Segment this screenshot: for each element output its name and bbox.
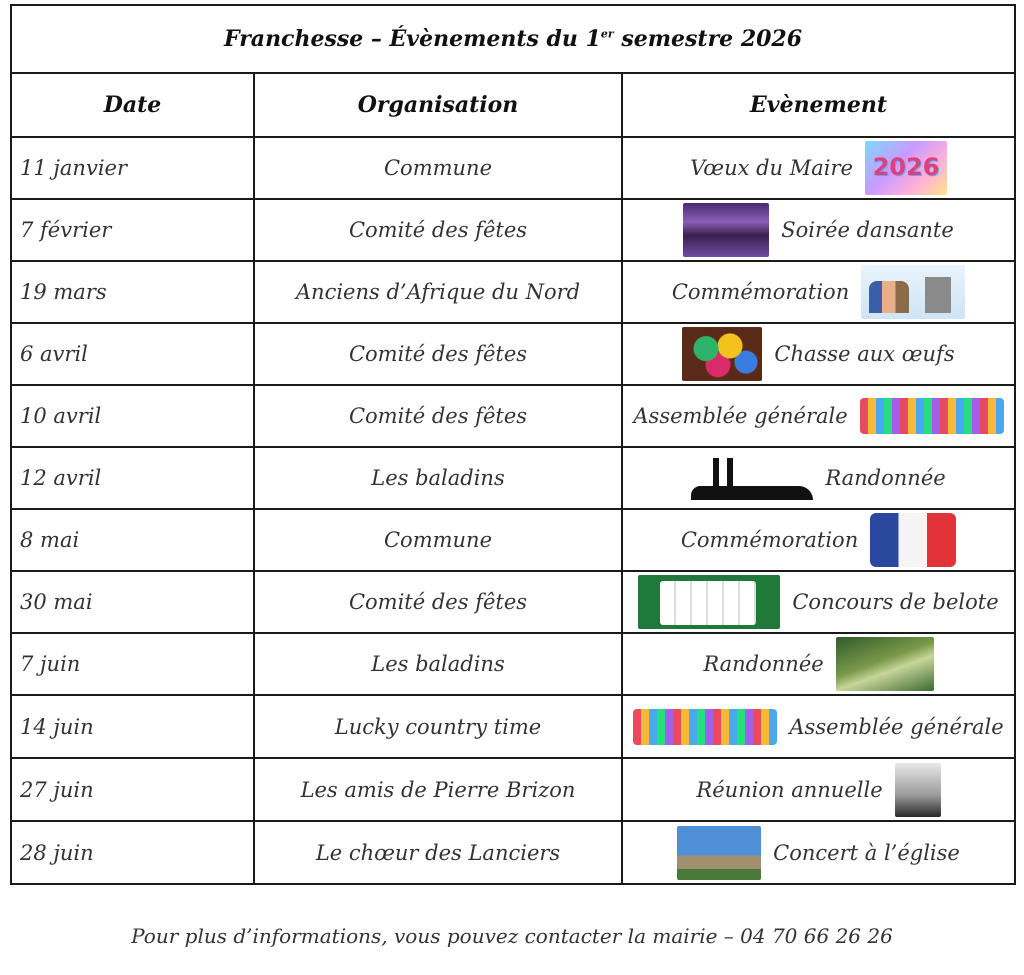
- table-row: [11, 633, 1015, 695]
- header-row: [11, 73, 1015, 137]
- event-label: Concours de belote: [792, 590, 999, 614]
- date-cell: 7 juin: [11, 633, 254, 695]
- event-cell: [622, 821, 1015, 884]
- event-label: Vœux du Maire: [690, 156, 853, 180]
- event-cell: [622, 509, 1015, 571]
- organisation-cell: Commune: [254, 509, 622, 571]
- events-table-container: [10, 4, 1014, 885]
- date-cell: 8 mai: [11, 509, 254, 571]
- organisation-cell: Les baladins: [254, 633, 622, 695]
- date-cell: 14 juin: [11, 695, 254, 758]
- organisation-cell: Comité des fêtes: [254, 571, 622, 633]
- event-label: Chasse aux œufs: [774, 342, 955, 366]
- hikers-silhouette-image: [691, 454, 813, 502]
- page-title: [11, 5, 1015, 73]
- event-cell: [622, 385, 1015, 447]
- church-image: [677, 826, 761, 880]
- date-cell: 28 juin: [11, 821, 254, 884]
- event-label: Randonnée: [825, 466, 946, 490]
- header-event: Evènement: [622, 73, 1015, 137]
- organisation-cell: Lucky country time: [254, 695, 622, 758]
- table-row: [11, 571, 1015, 633]
- french-flag-image: [870, 513, 956, 567]
- date-cell: 27 juin: [11, 758, 254, 821]
- table-row: [11, 447, 1015, 509]
- organisation-cell: Comité des fêtes: [254, 385, 622, 447]
- header-date: Date: [11, 73, 254, 137]
- table-row: [11, 199, 1015, 261]
- table-row: [11, 261, 1015, 323]
- date-cell: 7 février: [11, 199, 254, 261]
- image-year-text: 2026: [872, 153, 940, 181]
- title-suffix: semestre 2026: [613, 26, 803, 52]
- table-row: [11, 323, 1015, 385]
- table-row: [11, 695, 1015, 758]
- header-organisation: Organisation: [254, 73, 622, 137]
- table-row: [11, 137, 1015, 199]
- event-cell: [622, 758, 1015, 821]
- title-row: [11, 5, 1015, 73]
- organisation-cell: Commune: [254, 137, 622, 199]
- event-cell: [622, 199, 1015, 261]
- table-row: [11, 758, 1015, 821]
- events-table: [10, 4, 1016, 885]
- new-year-2026-image: [865, 141, 947, 195]
- event-label: Assemblée générale: [789, 714, 1004, 739]
- event-label: Assemblée générale: [633, 404, 848, 428]
- event-label: Concert à l’église: [773, 840, 960, 865]
- dance-party-image: [683, 203, 769, 257]
- commemoration-image: [861, 265, 965, 319]
- portrait-image: [895, 763, 941, 817]
- date-cell: 19 mars: [11, 261, 254, 323]
- crowd-hands-image: [633, 709, 777, 745]
- easter-eggs-image: [682, 327, 762, 381]
- title-sup: er: [600, 27, 614, 41]
- organisation-cell: Le chœur des Lanciers: [254, 821, 622, 884]
- table-row: [11, 821, 1015, 884]
- event-label: Commémoration: [671, 280, 850, 304]
- event-label: Randonnée: [703, 652, 824, 676]
- event-cell: [622, 323, 1015, 385]
- table-row: [11, 509, 1015, 571]
- event-cell: [622, 137, 1015, 199]
- date-cell: 10 avril: [11, 385, 254, 447]
- table-row: [11, 385, 1015, 447]
- crowd-hands-image: [860, 398, 1004, 434]
- event-cell: [622, 571, 1015, 633]
- event-cell: [622, 261, 1015, 323]
- date-cell: 6 avril: [11, 323, 254, 385]
- organisation-cell: Les amis de Pierre Brizon: [254, 758, 622, 821]
- event-cell: [622, 695, 1015, 758]
- date-cell: 11 janvier: [11, 137, 254, 199]
- organisation-cell: Comité des fêtes: [254, 323, 622, 385]
- playing-cards-image: [638, 575, 780, 629]
- forest-image: [836, 637, 934, 691]
- event-label: Soirée dansante: [781, 218, 954, 242]
- event-label: Commémoration: [680, 528, 859, 552]
- title-prefix: Franchesse – Évènements du 1: [223, 26, 601, 52]
- organisation-cell: Comité des fêtes: [254, 199, 622, 261]
- footer-contact: Pour plus d’informations, vous pouvez contacter la mairie – 04 70 66 26 26: [131, 924, 893, 948]
- date-cell: 12 avril: [11, 447, 254, 509]
- event-cell: [622, 447, 1015, 509]
- organisation-cell: Les baladins: [254, 447, 622, 509]
- organisation-cell: Anciens d’Afrique du Nord: [254, 261, 622, 323]
- event-label: Réunion annuelle: [696, 777, 883, 802]
- date-cell: 30 mai: [11, 571, 254, 633]
- event-cell: [622, 633, 1015, 695]
